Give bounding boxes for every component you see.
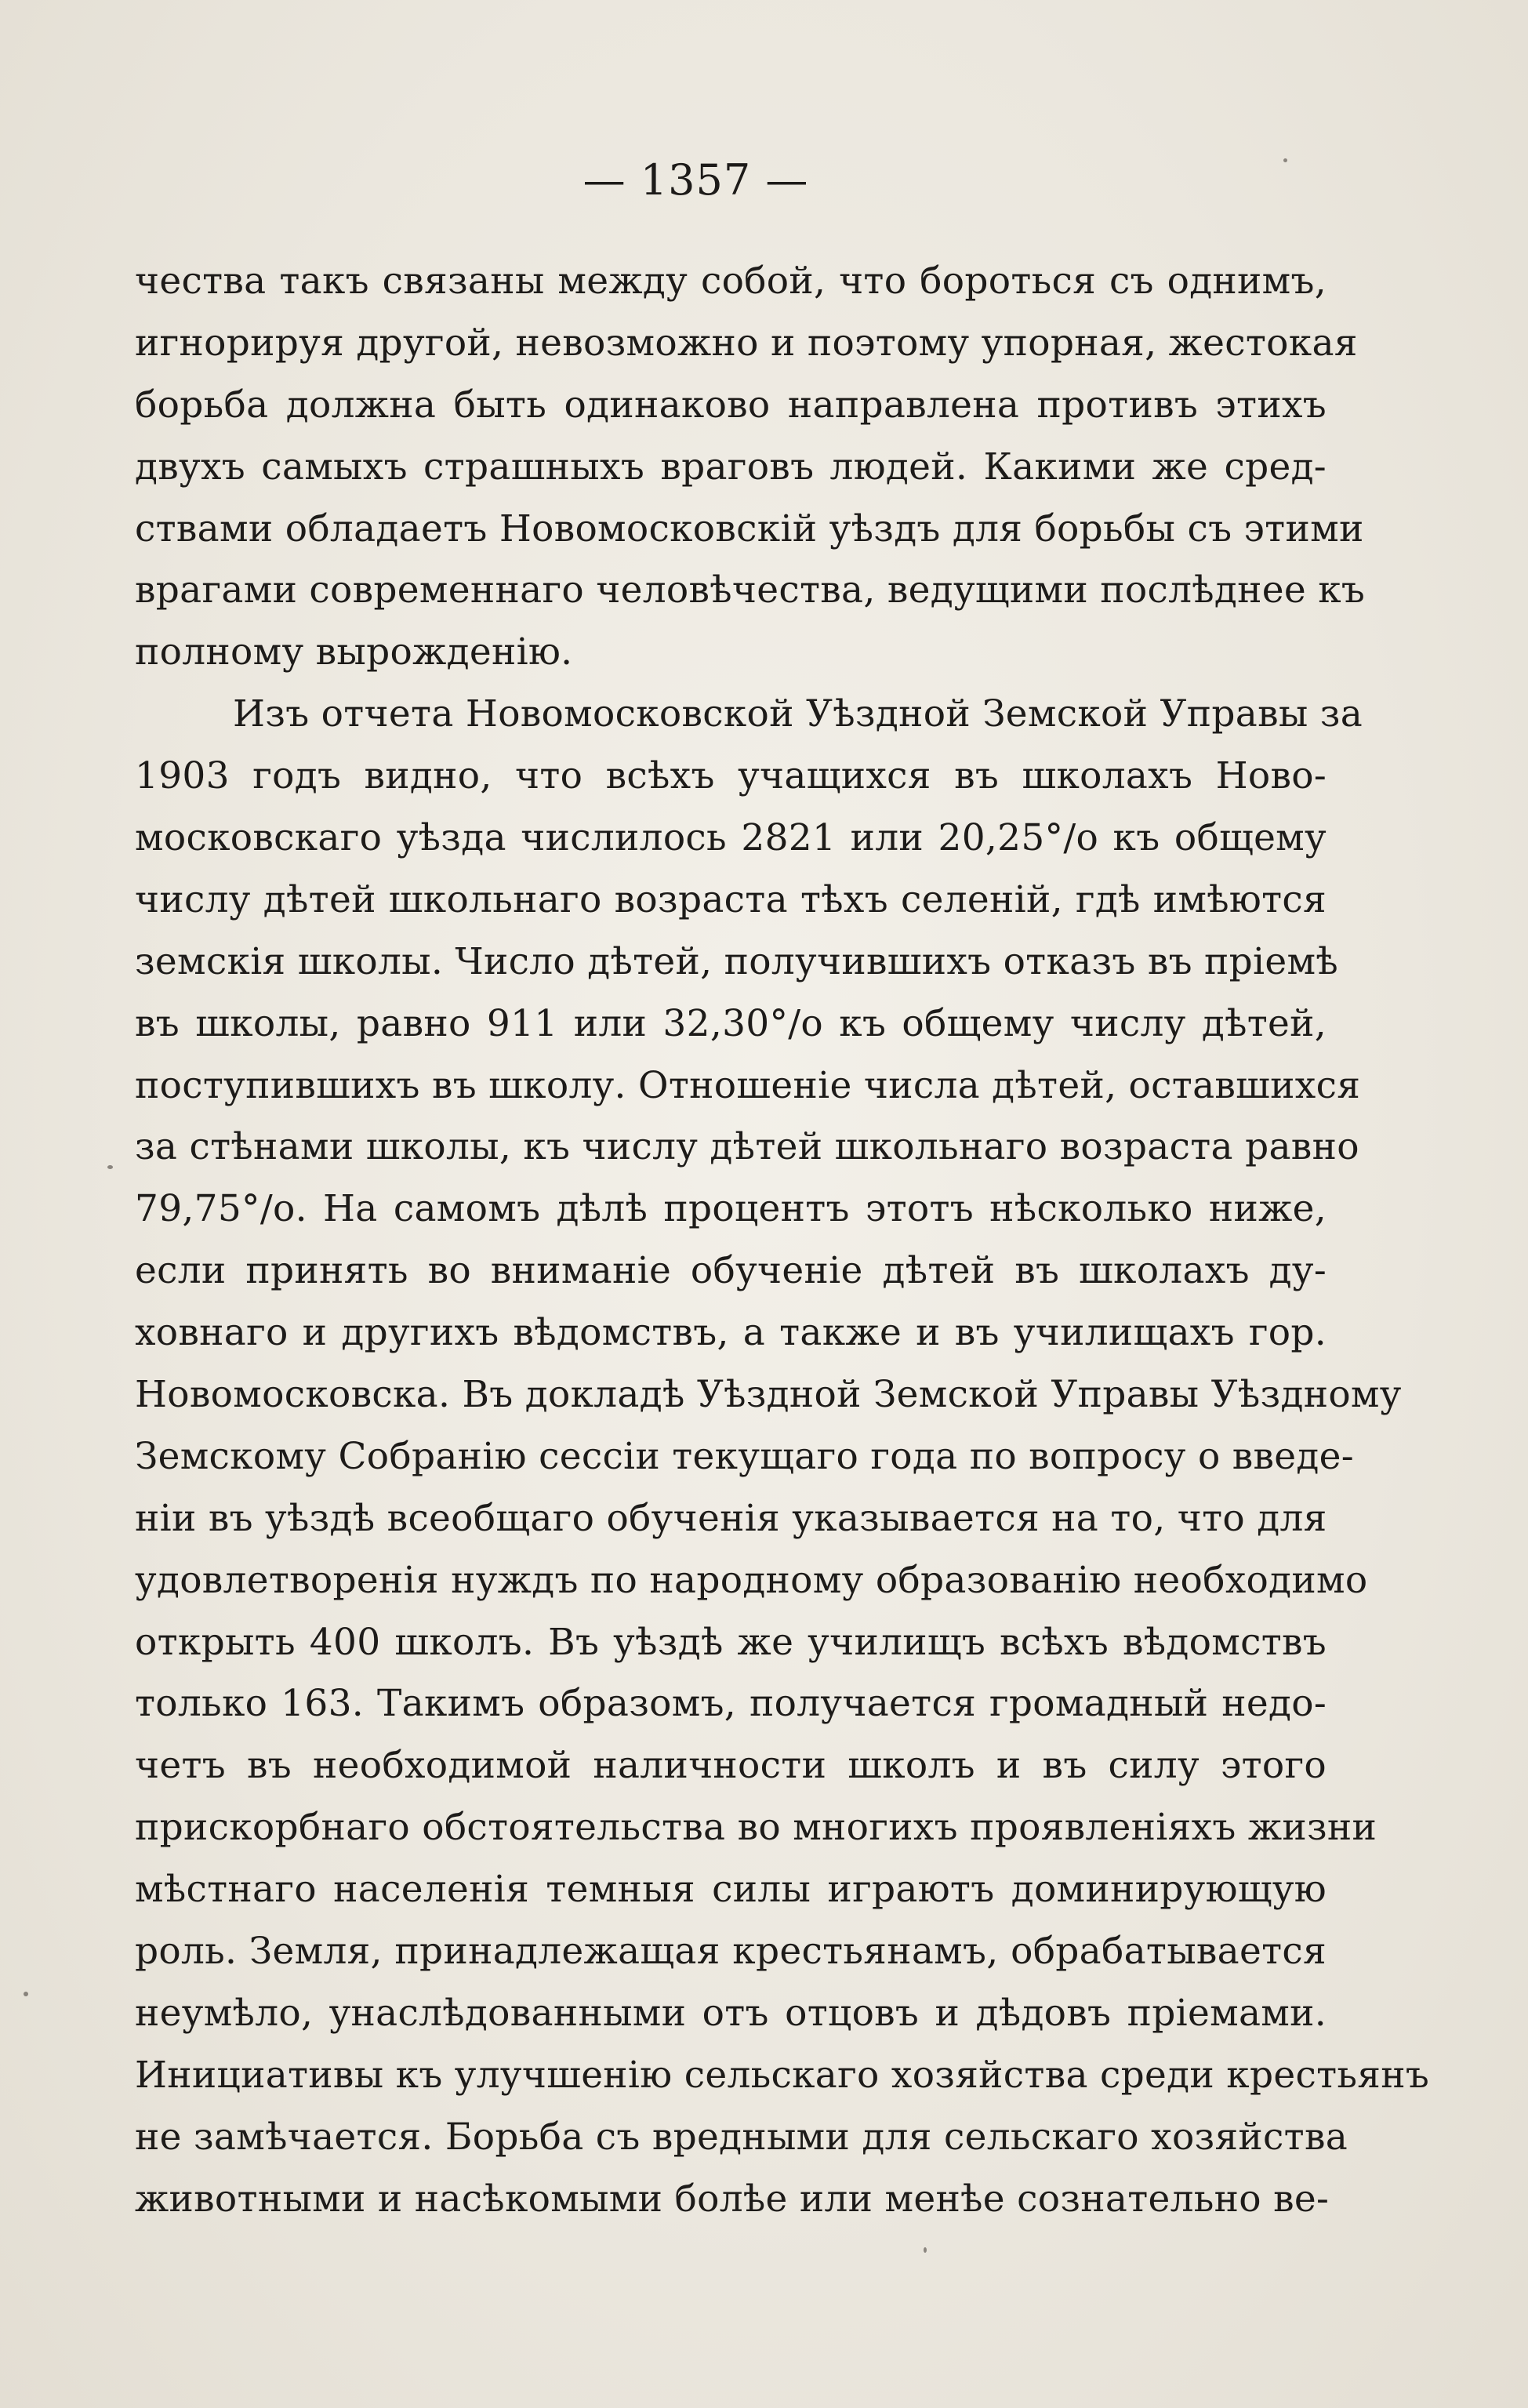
text-line: мѣстнаго населенія темныя силы играютъ доминирующую bbox=[135, 1868, 1327, 1912]
text-line: Изъ отчета Новомосковской Уѣздной Земской Управы за bbox=[233, 692, 1363, 736]
text-line: если принять во вниманіе обученіе дѣтей въ школахъ ду- bbox=[135, 1249, 1327, 1293]
text-line: числу дѣтей школьнаго возраста тѣхъ селеній, гдѣ имѣются bbox=[135, 877, 1327, 921]
text-line: животными и насѣкомыми болѣе или менѣе сознательно ве- bbox=[135, 2177, 1330, 2221]
text-line: не замѣчается. Борьба съ вредными для сельскаго хозяйства bbox=[135, 2115, 1348, 2159]
text-line: врагами современнаго человѣчества, ведущими послѣднее къ bbox=[135, 568, 1366, 612]
text-line: полному вырожденію. bbox=[135, 630, 573, 674]
text-line: игнорируя другой, невозможно и поэтому упорная, жестокая bbox=[135, 321, 1358, 365]
body-text bbox=[135, 251, 1430, 2231]
text-line: прискорбнаго обстоятельства во многихъ проявленіяхъ жизни bbox=[135, 1806, 1377, 1850]
text-line: борьба должна быть одинаково направлена противъ этихъ bbox=[135, 383, 1327, 427]
scan-speck bbox=[24, 1992, 28, 1996]
text-line: роль. Земля, принадлежащая крестьянамъ, обрабатывается bbox=[135, 1930, 1327, 1974]
text-line: ствами обладаетъ Новомосковскій уѣздъ для борьбы съ этими bbox=[135, 507, 1364, 550]
text-line: московскаго уѣзда числилось 2821 или 20,25°/о къ общему bbox=[135, 816, 1327, 860]
text-line: четъ въ необходимой наличности школъ и въ силу этого bbox=[135, 1744, 1327, 1788]
text-line: чества такъ связаны между собой, что бороться съ однимъ, bbox=[135, 260, 1327, 303]
text-line: неумѣло, унаслѣдованными отъ отцовъ и дѣдовъ пріемами. bbox=[135, 1991, 1327, 2035]
text-line: открыть 400 школъ. Въ уѣздѣ же училищъ всѣхъ вѣдомствъ bbox=[135, 1620, 1327, 1664]
text-line: ніи въ уѣздѣ всеобщаго обученія указывается на то, что для bbox=[135, 1496, 1327, 1540]
scan-speck bbox=[1283, 158, 1287, 162]
text-line: 79,75°/о. На самомъ дѣлѣ процентъ этотъ нѣсколько ниже, bbox=[135, 1187, 1327, 1231]
text-line: Инициативы къ улучшенію сельскаго хозяйства среди крестьянъ bbox=[135, 2053, 1430, 2097]
text-line: Новомосковска. Въ докладѣ Уѣздной Земской Управы Уѣздному bbox=[135, 1373, 1402, 1417]
text-line: 1903 годъ видно, что всѣхъ учащихся въ школахъ Ново- bbox=[135, 754, 1327, 798]
text-line: поступившихъ въ школу. Отношеніе числа дѣтей, оставшихся bbox=[135, 1063, 1361, 1107]
text-line: земскія школы. Число дѣтей, получившихъ отказъ въ пріемѣ bbox=[135, 939, 1339, 983]
page-number: — 1357 — bbox=[583, 155, 809, 205]
scan-speck bbox=[924, 2247, 927, 2253]
text-line: двухъ самыхъ страшныхъ враговъ людей. Какими же сред- bbox=[135, 445, 1327, 489]
text-line: только 163. Такимъ образомъ, получается громадный недо- bbox=[135, 1682, 1327, 1726]
text-line: въ школы, равно 911 или 32,30°/о къ общему числу дѣтей, bbox=[135, 1001, 1327, 1045]
text-line: удовлетворенія нуждъ по народному образованію необходимо bbox=[135, 1558, 1368, 1602]
text-line: за стѣнами школы, къ числу дѣтей школьнаго возраста равно bbox=[135, 1125, 1359, 1169]
text-line: Земскому Собранію сессіи текущаго года по вопросу о введе- bbox=[135, 1434, 1354, 1478]
text-line: ховнаго и другихъ вѣдомствъ, а также и въ училищахъ гор. bbox=[135, 1311, 1327, 1355]
scan-speck bbox=[107, 1165, 113, 1169]
